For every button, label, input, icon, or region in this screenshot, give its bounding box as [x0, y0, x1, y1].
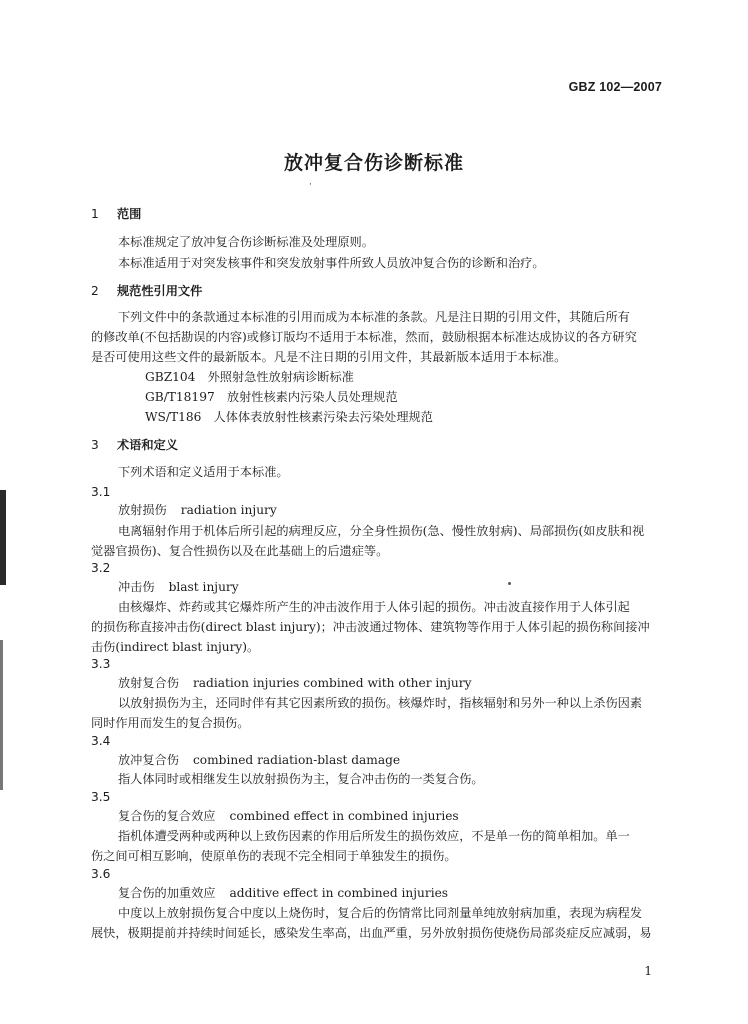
term-english: blast injury	[168, 580, 239, 594]
section-1-paragraph-2: 本标准适用于对突发核事件和突发放射事件所致人员放冲复合伤的诊断和治疗。	[118, 256, 545, 270]
page-title: 放冲复合伤诊断标准	[283, 152, 464, 174]
term-definition-line: 以放射损伤为主，还同时伴有其它因素所致的损伤。核爆炸时，指核辐射和另外一种以上杀伤因素	[118, 696, 643, 710]
term-heading	[118, 808, 459, 824]
section-1-title: 范围	[117, 207, 142, 221]
term-definition-line: 指人体同时或相继发生以放射损伤为主，复合冲击伤的一类复合伤。	[118, 772, 484, 786]
reference-item: GBZ104 外照射急性放射病诊断标准	[145, 370, 354, 384]
section-1-heading	[91, 206, 141, 222]
term-heading	[118, 502, 277, 518]
term-number: 3.4	[91, 734, 111, 748]
scan-speck	[508, 582, 511, 585]
term-chinese: 放射复合伤	[118, 676, 179, 690]
term-definition-line: 击伤(indirect blast injury)。	[91, 640, 260, 654]
section-3-intro: 下列术语和定义适用于本标准。	[118, 465, 289, 479]
section-2-paragraph-line-1: 下列文件中的条款通过本标准的引用而成为本标准的条款。凡是注日期的引用文件，其随后所有	[118, 310, 630, 324]
term-chinese: 复合伤的复合效应	[118, 809, 216, 823]
term-english: combined effect in combined injuries	[229, 809, 459, 823]
term-heading	[118, 752, 400, 768]
term-chinese: 放射损伤	[118, 503, 167, 517]
reference-item: WS/T186 人体体表放射性核素污染去污染处理规范	[145, 410, 433, 424]
term-chinese: 放冲复合伤	[118, 753, 179, 767]
section-2-number: 2	[91, 284, 99, 298]
term-english: combined radiation-blast damage	[192, 753, 401, 767]
term-english: additive effect in combined injuries	[229, 886, 449, 900]
section-1-number: 1	[91, 207, 99, 221]
term-number: 3.1	[91, 485, 111, 499]
term-number: 3.6	[91, 867, 111, 881]
term-definition-line: 指机体遭受两种或两种以上致伤因素的作用后所发生的损伤效应，不是单一伤的简单相加。单一	[118, 829, 630, 843]
term-number: 3.2	[91, 561, 111, 575]
term-definition-line: 的损伤称直接冲击伤(direct blast injury)；冲击波通过物体、建筑物等作用于人体引起的损伤称间接冲	[91, 620, 650, 634]
term-definition-line: 电离辐射作用于机体后所引起的病理反应，分全身性损伤(急、慢性放射病)、局部损伤(如皮肤和视	[118, 524, 645, 538]
section-2-heading	[91, 283, 202, 299]
section-2-paragraph-line-3: 是否可使用这些文件的最新版本。凡是不注日期的引用文件，其最新版本适用于本标准。	[91, 350, 567, 364]
section-2-title: 规范性引用文件	[117, 284, 203, 298]
term-chinese: 冲击伤	[118, 580, 155, 594]
term-heading	[118, 885, 448, 901]
term-number: 3.5	[91, 790, 111, 804]
term-definition-line: 觉器官损伤)、复合性损伤以及在此基础上的后遗症等。	[91, 544, 389, 558]
term-definition-line: 由核爆炸、炸药或其它爆炸所产生的冲击波作用于人体引起的损伤。冲击波直接作用于人体引起	[118, 600, 630, 614]
section-1-paragraph-1: 本标准规定了放冲复合伤诊断标准及处理原则。	[118, 235, 374, 249]
section-2-paragraph-line-2: 的修改单(不包括勘误的内容)或修订版均不适用于本标准，然而，鼓励根据本标准达成协议的各方研究	[91, 330, 637, 344]
section-3-number: 3	[91, 438, 99, 452]
section-3-heading	[91, 437, 178, 453]
term-definition-line: 展快，极期提前并持续时间延长，感染发生率高，出血严重，另外放射损伤使烧伤局部炎症反应减弱，易	[91, 926, 652, 940]
term-definition-line: 伤之间可相互影响，使原单伤的表现不完全相同于单独发生的损伤。	[91, 849, 457, 863]
section-3-title: 术语和定义	[117, 438, 178, 452]
scan-speck: ·	[309, 180, 312, 190]
term-definition-line: 中度以上放射损伤复合中度以上烧伤时，复合后的伤情常比同剂量单纯放射病加重，表现为病程发	[118, 906, 643, 920]
term-heading	[118, 579, 239, 595]
term-english: radiation injuries combined with other injury	[192, 676, 472, 690]
scan-edge-mark	[0, 640, 3, 790]
page-number: 1	[644, 964, 652, 978]
standard-code: GBZ 102—2007	[568, 80, 662, 94]
term-definition-line: 同时作用而发生的复合损伤。	[91, 716, 250, 730]
reference-item: GB/T18197 放射性核素内污染人员处理规范	[145, 390, 398, 404]
term-heading	[118, 675, 471, 691]
term-number: 3.3	[91, 657, 111, 671]
term-english: radiation injury	[180, 503, 277, 517]
scan-edge-mark	[0, 490, 6, 585]
term-chinese: 复合伤的加重效应	[118, 886, 216, 900]
